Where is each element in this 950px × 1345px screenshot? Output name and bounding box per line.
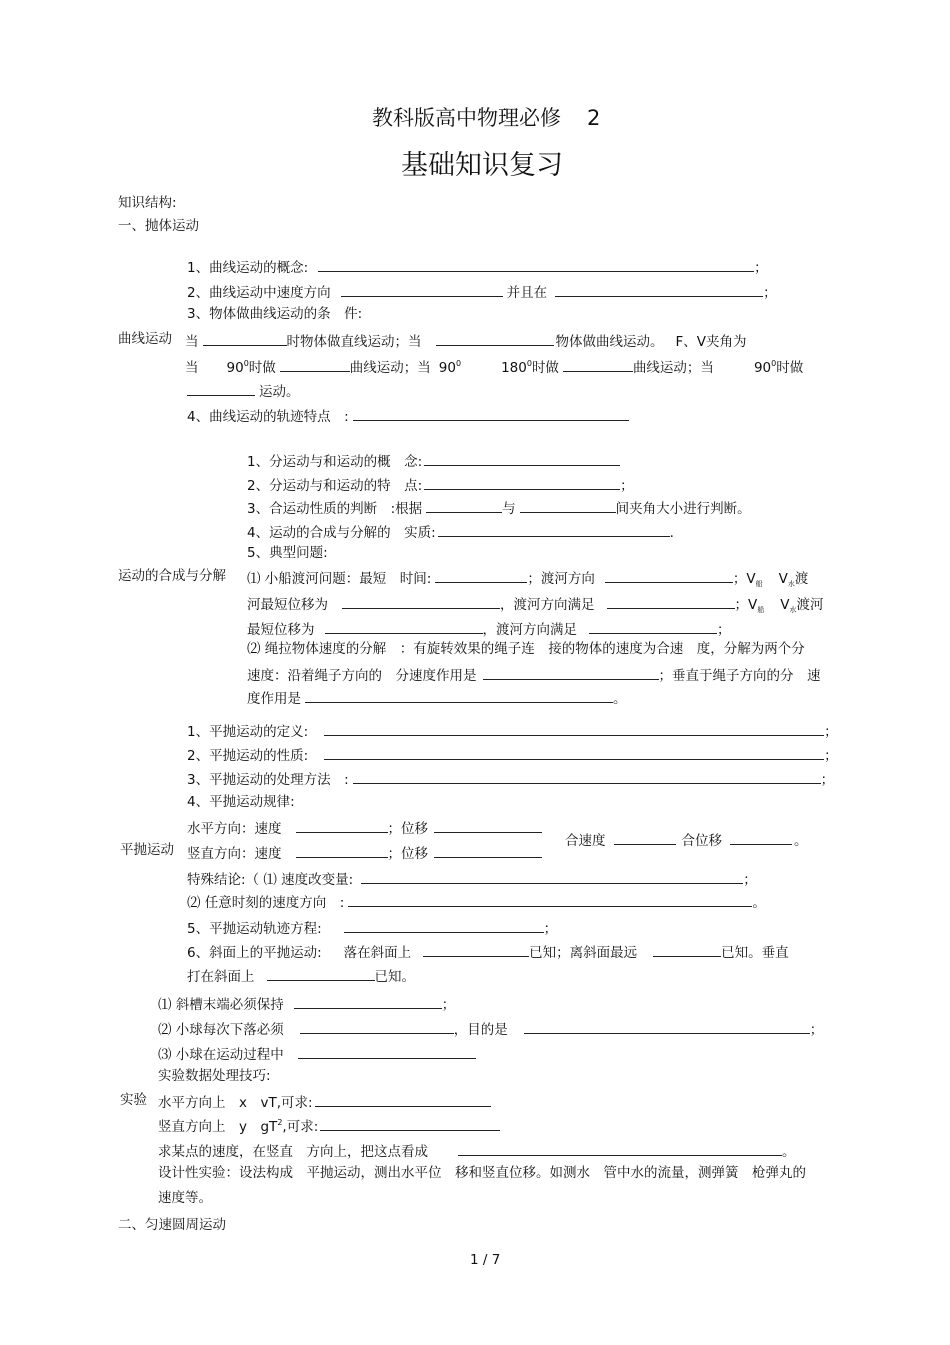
point-speed-tip: 求某点的速度，在竖直 方向上，把这点看成 。 [158,1144,796,1160]
page-subtitle: 基础知识复习 [401,150,563,181]
incline-projectile: 6、斜面上的平抛运动: 落在斜面上 已知；离斜面最远 已知。垂直 [187,945,789,961]
vertical-tip: 竖直方向上 y $gT^2$,可求: [158,1118,500,1135]
rope-problem-line3: 度作用是 。 [247,691,627,707]
incline-projectile-2: 打在斜面上 已知。 [187,969,415,985]
page-number: 1 / 7 [470,1252,501,1268]
compose-features: 2、分运动与和运动的特 点: ； [247,478,634,494]
side-label-projectile: 平抛运动 [120,842,174,858]
data-processing-tips: 实验数据处理技巧: [158,1068,271,1084]
page-title: 教科版高中物理必修 2 [372,106,601,130]
side-label-compose: 运动的合成与分解 [118,568,226,584]
curve-concept: 1、曲线运动的概念: ； [187,260,768,276]
curve-motion-end: 运动。 [187,383,300,400]
special-conclusion-1: 特殊结论:（ ⑴ 速度改变量: ； [187,872,757,888]
curve-condition: 3、物体做曲线运动的条 件: [187,306,363,322]
curve-trajectory: 4、曲线运动的轨迹特点 : [187,408,629,425]
projectile-method: 3、平抛运动的处理方法 : ； [187,772,835,788]
special-conclusion-2: ⑵ 任意时刻的速度方向 : 。 [187,895,766,911]
boat-problem-line2: 河最短位移为 ，渡河方向满足 ；$V_船$ $V_水$渡河 [247,597,824,614]
design-experiment-2: 速度等。 [158,1190,212,1206]
experiment-2: ⑵ 小球每次下落必须 ，目的是 ； [158,1022,824,1038]
design-experiment: 设计性实验：设法构成 平抛运动，测出水平位 移和竖直位移。如测水 管中水的流量，测弹簧 枪弹丸的 [158,1165,806,1181]
projectile-definition: 1、平抛运动的定义: ； [187,724,838,740]
horizontal-tip: 水平方向上 x vT,可求: [158,1094,491,1111]
rope-problem-line1: ⑵ 绳拉物体速度的分解 ：有旋转效果的绳子连 接的物体的速度为合速 度，分解为两个分 [247,641,805,657]
section-heading: 一、抛体运动 [118,218,199,234]
experiment-3: ⑶ 小球在运动过程中 [158,1046,476,1063]
experiment-1: ⑴ 斜槽末端必须保持 ； [158,997,456,1013]
boat-problem-line1: ⑴ 小船渡河问题：最短 时间: ；渡河方向 ；$V_船$ $V_水$渡 [247,571,809,588]
rope-problem-line2: 速度：沿着绳子方向的 分速度作用是 ；垂直于绳子方向的分 速 [247,668,821,684]
compose-typical: 5、典型问题: [247,545,328,561]
horizontal-direction: 水平方向：速度 ；位移 [187,820,542,837]
curve-velocity-direction: 2、曲线运动中速度方向 并且在 ； [187,285,777,301]
curve-angle-line: 当 $90^0$时做 曲线运动；当 $90^0$ $180^0$时做 曲线运动；当 $90^0$时做 [185,359,804,376]
combined-velocity: 合速度 合位移 。 [565,833,808,849]
vertical-direction: 竖直方向：速度 ；位移 [187,845,542,862]
compose-concept: 1、分运动与和运动的概 念: [247,453,620,470]
projectile-rules: 4、平抛运动规律: [187,794,295,810]
boat-problem-line3: 最短位移为 ，渡河方向满足 ； [247,622,731,638]
compose-essence: 4、运动的合成与分解的 实质: . [247,525,674,541]
side-label-experiment: 实验 [120,1092,147,1108]
projectile-property: 2、平抛运动的性质: ； [187,748,838,764]
side-label-curve: 曲线运动 [118,331,172,347]
section-heading-2: 二、匀速圆周运动 [118,1217,226,1233]
trajectory-equation: 5、平抛运动轨迹方程: ； [187,921,558,937]
structure-label: 知识结构: [118,195,177,211]
curve-condition-line: 当 时物体做直线运动；当 物体做曲线运动。 F、V夹角为 [185,334,747,350]
compose-judgement: 3、合运动性质的判断 :根据 与 间夹角大小进行判断。 [247,501,751,517]
